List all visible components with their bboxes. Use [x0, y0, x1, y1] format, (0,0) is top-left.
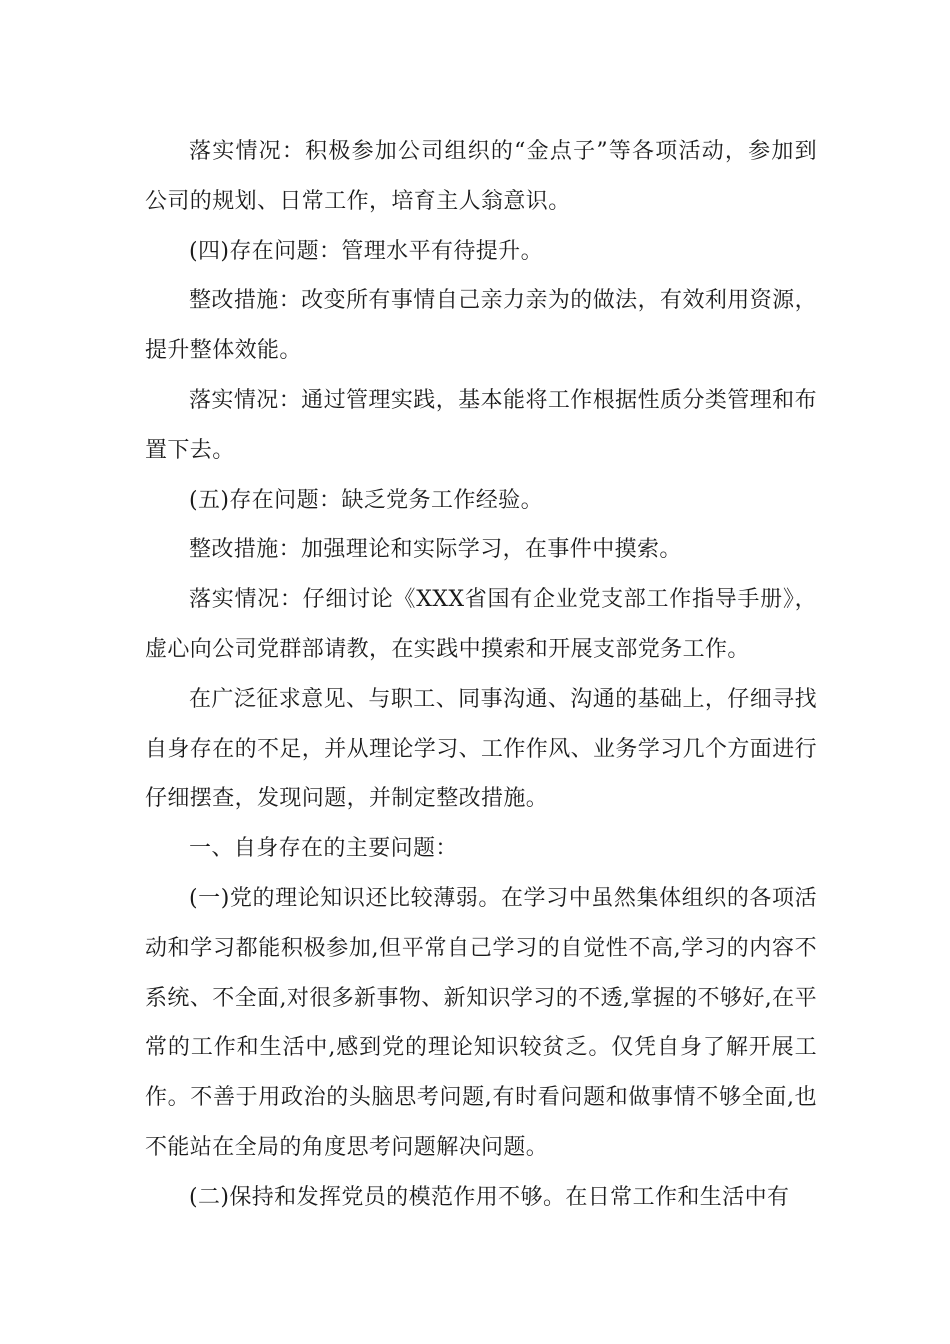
paragraph-main-problem-1: (一)党的理论知识还比较薄弱。在学习中虽然集体组织的各项活动和学习都能积极参加,但平常自己学习的自觉性不高,学习的内容不系统、不全面,对很多新事物、新知识学习的不透,掌握的不够好,在平常的工作和生活中,感到党的理论知识较贫乏。仅凭自身了解开展工作。不善于用政治的头脑思考问题,有时看问题和做事情不够全面,也不能站在全局的角度思考问题解决问题。 — [145, 885, 817, 1160]
paragraph-implementation-1: 落实情况：积极参加公司组织的“金点子”等各项活动，参加到公司的规划、日常工作，培育主人翁意识。 — [145, 139, 817, 214]
paragraph-implementation-5: 落实情况：仔细讨论《XXX省国有企业党支部工作指导手册》，虚心向公司党群部请教，在实践中摸索和开展支部党务工作。 — [145, 587, 817, 662]
paragraph-measure-5: 整改措施：加强理论和实际学习，在事件中摸索。 — [189, 537, 682, 563]
paragraph-problem-5: (五)存在问题：缺乏党务工作经验。 — [189, 487, 543, 513]
document-body — [145, 127, 817, 1223]
paragraph-problem-4: (四)存在问题：管理水平有待提升。 — [189, 238, 543, 264]
paragraph-measure-4: 整改措施：改变所有事情自己亲力亲为的做法，有效利用资源，提升整体效能。 — [145, 288, 817, 364]
paragraph-main-problem-2: (二)保持和发挥党员的模范作用不够。在日常工作和生活中有 — [189, 1184, 790, 1210]
section-heading-main-problems: 一、自身存在的主要问题： — [189, 836, 458, 862]
paragraph-summary: 在广泛征求意见、与职工、同事沟通、沟通的基础上，仔细寻找自身存在的不足，并从理论学习、工作作风、业务学习几个方面进行仔细摆查，发现问题，并制定整改措施。 — [145, 686, 818, 812]
paragraph-implementation-4: 落实情况：通过管理实践，基本能将工作根据性质分类管理和布置下去。 — [145, 387, 817, 463]
